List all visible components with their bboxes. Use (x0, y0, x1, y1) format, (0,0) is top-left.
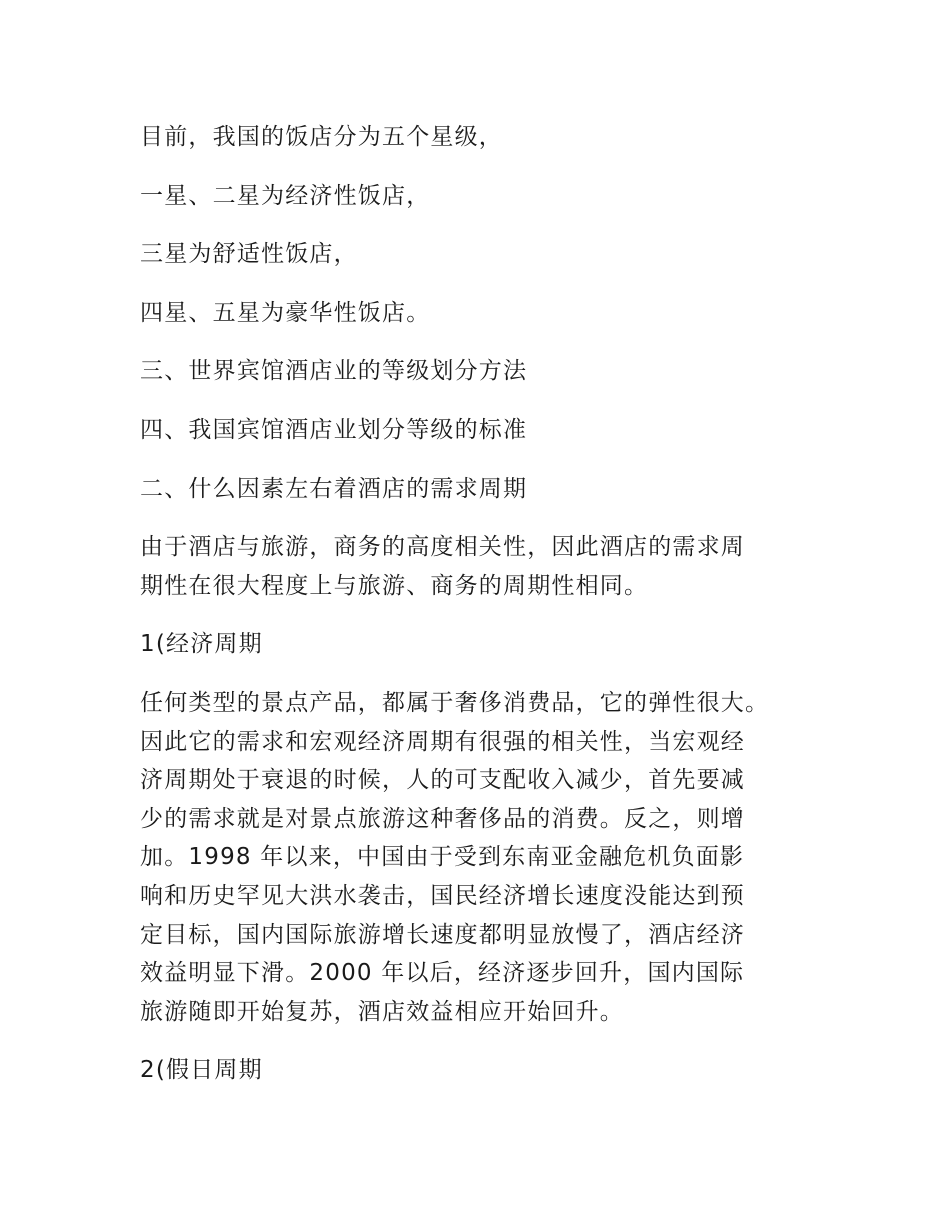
paragraph-luxury-hotels (140, 294, 805, 333)
text-line: 响和历史罕见大洪水袭击，国民经济增长速度没能达到预 (140, 882, 745, 909)
text-line: 2(假日周期 (140, 1057, 263, 1084)
text-line: 因此它的需求和宏观经济周期有很强的相关性，当宏观经 (140, 728, 745, 755)
text-line: 一星、二星为经济性饭店， (140, 182, 431, 209)
paragraph-correlation (140, 528, 805, 605)
heading-economic-cycle (140, 625, 805, 664)
text-line: 效益明显下滑。2000 年以后，经济逐步回升，国内国际 (140, 960, 745, 987)
text-line: 定目标，国内国际旅游增长速度都明显放慢了，酒店经济 (140, 921, 745, 948)
text-line: 加。1998 年以来，中国由于受到东南亚金融危机负面影 (140, 844, 745, 871)
text-line: 1(经济周期 (140, 631, 263, 658)
heading-demand-cycle (140, 470, 805, 509)
heading-world-classification (140, 352, 805, 391)
text-line: 二、什么因素左右着酒店的需求周期 (140, 475, 528, 502)
paragraph-comfort-hotels (140, 235, 805, 274)
heading-holiday-cycle (140, 1051, 805, 1090)
text-line: 目前，我国的饭店分为五个星级， (140, 124, 503, 150)
text-line: 少的需求就是对景点旅游这种奢侈品的消费。反之，则增 (140, 805, 745, 832)
heading-china-standard (140, 411, 805, 450)
text-line: 济周期处于衰退的时候，人的可支配收入减少，首先要减 (140, 767, 745, 794)
document-body (140, 118, 805, 1110)
text-line: 期性在很大程度上与旅游、商务的周期性相同。 (140, 572, 649, 599)
text-line: 四、我国宾馆酒店业划分等级的标准 (140, 416, 528, 443)
text-line: 由于酒店与旅游，商务的高度相关性，因此酒店的需求周 (140, 534, 745, 561)
text-line: 三星为舒适性饭店， (140, 241, 358, 268)
paragraph-star-levels (140, 118, 805, 157)
text-line: 任何类型的景点产品，都属于奢侈消费品，它的弹性很大。 (140, 689, 770, 716)
paragraph-economic-cycle-body (140, 684, 805, 1031)
text-line: 三、世界宾馆酒店业的等级划分方法 (140, 358, 528, 385)
paragraph-economy-hotels (140, 177, 805, 216)
text-line: 四星、五星为豪华性饭店。 (140, 299, 431, 326)
text-line: 旅游随即开始复苏，酒店效益相应开始回升。 (140, 998, 624, 1025)
